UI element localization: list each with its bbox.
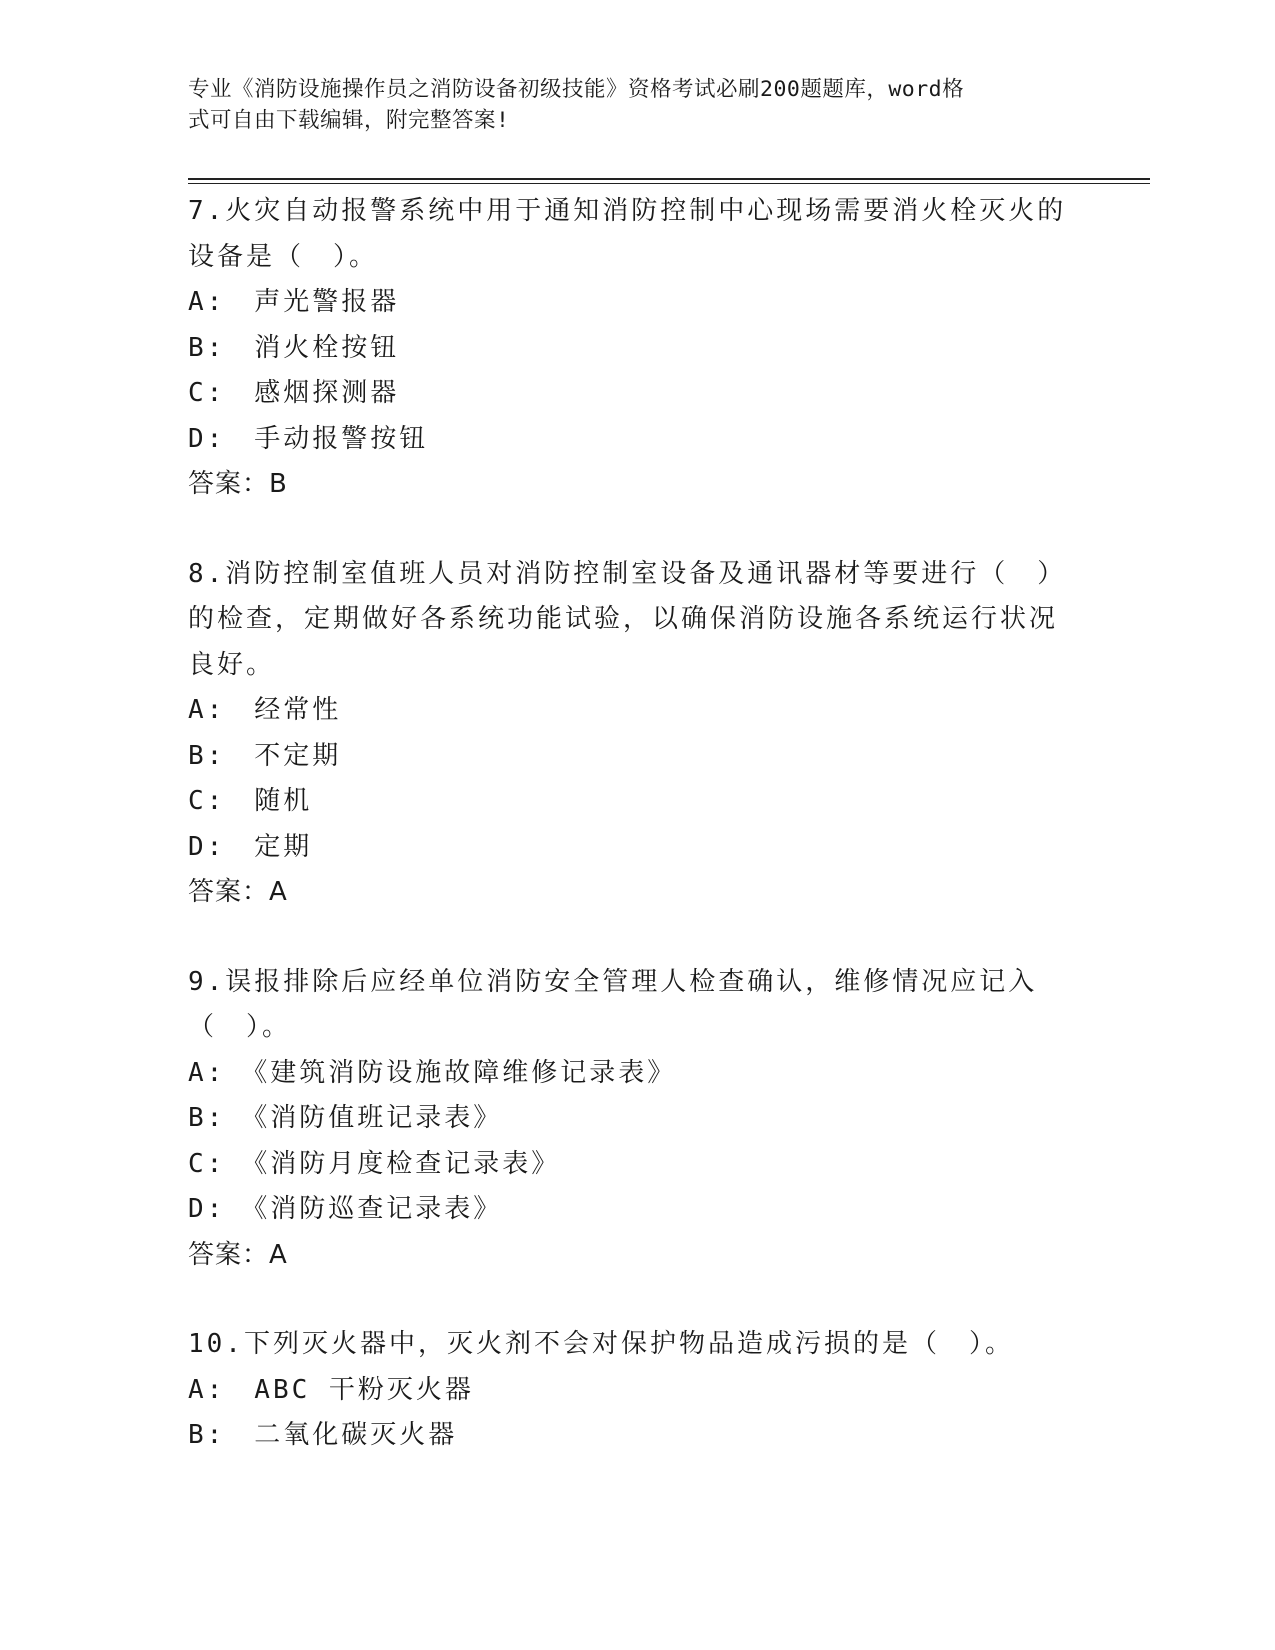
option-c: C: 《消防月度检查记录表》 [188,1148,561,1179]
option-c: C: 随机 [188,786,313,816]
question-text: 7.火灾自动报警系统中用于通知消防控制中心现场需要消火栓灭火的设备是（ ）。 [188,196,1067,272]
question-text: 10.下列灭火器中，灭火剂不会对保护物品造成污损的是（ ）。 [188,1329,1014,1359]
option-c: C: 感烟探测器 [188,378,400,408]
document-header [188,74,1068,136]
header-divider-thick [188,178,1150,180]
option-d: D: 手动报警按钮 [188,423,429,454]
option-b: B: 消火栓按钮 [188,332,400,363]
question-text: 9.误报排除后应经单位消防安全管理人检查确认，维修情况应记入（ ）。 [188,966,1038,1042]
question-10 [188,1322,1068,1459]
option-d: D: 《消防巡查记录表》 [188,1194,503,1224]
option-a: A: 经常性 [188,695,342,725]
question-list [188,189,1068,1503]
option-b: B: 《消防值班记录表》 [188,1103,503,1133]
question-8 [188,552,1068,916]
header-line-2: 式可自由下载编辑，附完整答案! [188,108,510,133]
option-a: A: ABC 干粉灭火器 [188,1374,474,1405]
answer: 答案：A [188,877,288,907]
question-7 [188,189,1068,508]
option-a: A: 声光警报器 [188,287,400,317]
question-text: 8.消防控制室值班人员对消防控制室设备及通讯器材等要进行（ ）的检查，定期做好各系统功能试验，以确保消防设施各系统运行状况良好。 [188,558,1067,680]
answer: 答案：B [188,469,288,499]
option-a: A: 《建筑消防设施故障维修记录表》 [188,1057,677,1088]
answer: 答案：A [188,1239,288,1270]
header-divider-thin [188,183,1150,184]
option-b: B: 二氧化碳灭火器 [188,1420,458,1450]
question-9 [188,960,1068,1279]
option-d: D: 定期 [188,831,313,862]
header-line-1: 专业《消防设施操作员之消防设备初级技能》资格考试必刷200题题库，word格 [188,77,965,102]
option-b: B: 不定期 [188,740,342,771]
